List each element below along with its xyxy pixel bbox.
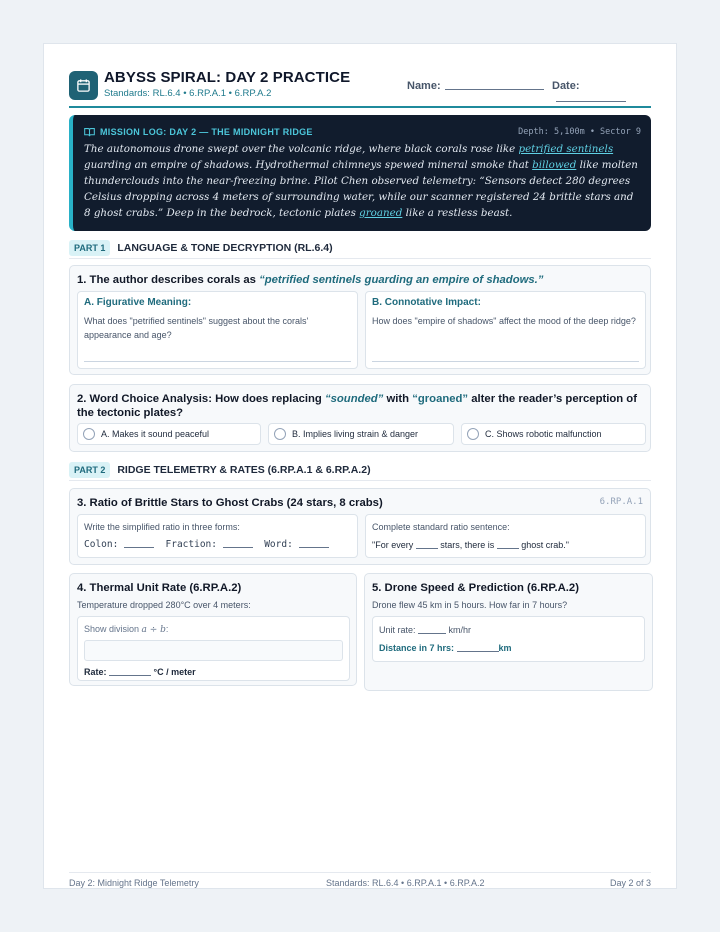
header-divider [69, 106, 651, 108]
unit-rate-label: Unit rate: [379, 625, 416, 635]
footer-center: Standards: RL.6.4 • 6.RP.A.1 • 6.RP.A.2 [326, 878, 485, 888]
q1-part-a[interactable] [77, 291, 358, 369]
question-3-card [69, 488, 651, 565]
answer-line[interactable] [372, 361, 639, 362]
page-title: ABYSS SPIRAL: DAY 2 PRACTICE [104, 69, 351, 86]
q3-ratio-forms [77, 514, 358, 558]
unit-rate-blank[interactable] [418, 633, 446, 634]
question-1-quote: “petrified sentinels guarding an empire of shadows.” [259, 274, 544, 286]
question-1-card [69, 265, 651, 375]
q1-part-b[interactable] [365, 291, 646, 369]
part1-tag: PART 1 [69, 240, 110, 256]
stars-blank[interactable] [416, 548, 438, 549]
rate-unit: °C / meter [153, 667, 196, 677]
header [69, 69, 651, 109]
radio-icon[interactable] [467, 428, 479, 440]
question-4-card [69, 573, 357, 686]
q3-ratio-sentence: Complete standard ratio sentence: "For every stars, there is ghost crab." [365, 514, 646, 558]
footer [69, 872, 651, 888]
question-5-card [364, 573, 653, 691]
rate-label: Rate: [84, 667, 107, 677]
colon-blank[interactable] [124, 547, 154, 548]
date-label: Date: [552, 80, 580, 92]
part1-title: LANGUAGE & TONE DECRYPTION (RL.6.4) [117, 241, 333, 254]
mission-log [69, 115, 651, 231]
fraction-label: Fraction: [165, 539, 217, 550]
unit-rate-unit: km/hr [448, 625, 472, 635]
word-blank[interactable] [299, 547, 329, 548]
q3-right-prompt: Complete standard ratio sentence: [372, 522, 510, 532]
question-4-text: 4. Thermal Unit Rate (6.RP.A.2) [77, 582, 242, 594]
date-field[interactable] [552, 80, 651, 104]
option-a[interactable]: A. Makes it sound peaceful [77, 423, 261, 445]
part2-tag: PART 2 [69, 462, 110, 478]
worksheet-page [43, 43, 677, 889]
name-label: Name: [407, 80, 441, 92]
distance-label: Distance in 7 hrs: [379, 643, 455, 653]
colon-label: Colon: [84, 539, 119, 550]
q1-part-b-prompt: How does "empire of shadows" affect the mood of the deep ridge? [372, 316, 636, 326]
q5-work-area [372, 616, 645, 662]
footer-page-number: Day 2 of 3 [609, 878, 651, 888]
q1-part-a-title: A. Figurative Meaning: [84, 297, 192, 308]
question-2-card [69, 384, 651, 452]
book-icon [84, 127, 95, 137]
calendar-icon [69, 71, 98, 100]
division-input[interactable] [84, 640, 343, 661]
highlight-groaned: groaned [359, 207, 403, 219]
q4-work-area: Show division a ÷ b: Rate: °C / meter [77, 616, 350, 681]
mission-title: MISSION LOG: DAY 2 — THE MIDNIGHT RIDGE [100, 127, 313, 137]
q4-description: Temperature dropped 280°C over 4 meters: [77, 600, 251, 610]
mission-story: The autonomous drone swept over the volcanic ridge, where black corals rose like petrified sentinels guarding an empire of shadows. Hydrothermal chimneys spewed mineral smoke that billowed like molten thunderclouds into the near-freezing brine. Pilot Chen observed telemetry: “Sensors detect 280 degrees Celsius dropping across 4 meters of surrounding water, while our scanner registered 24 brittle stars and 8 ghost crabs.” Deep in the bedrock, tectonic plates groaned like a restless beast. [84, 143, 638, 219]
question-5-text: 5. Drone Speed & Prediction (6.RP.A.2) [372, 582, 579, 594]
radio-icon[interactable] [274, 428, 286, 440]
standard-code: 6.RP.A.1 [599, 497, 643, 507]
footer-left: Day 2: Midnight Ridge Telemetry [69, 878, 199, 888]
distance-unit: km [498, 643, 512, 653]
answer-line[interactable] [84, 361, 351, 362]
question-3-text: 3. Ratio of Brittle Stars to Ghost Crabs (24 stars, 8 crabs) [77, 497, 383, 509]
q1-part-b-title: B. Connotative Impact: [372, 297, 481, 308]
q5-description: Drone flew 45 km in 5 hours. How far in 7 hours? [372, 600, 568, 610]
highlight-billowed: billowed [532, 159, 577, 171]
rate-blank[interactable] [109, 675, 151, 676]
part2-title: RIDGE TELEMETRY & RATES (6.RP.A.1 & 6.RP.A.2) [117, 463, 371, 476]
q1-part-a-prompt: What does "petrified sentinels" suggest about the corals' appearance and age? [84, 316, 309, 340]
question-1-text: 1. The author describes corals as “petrified sentinels guarding an empire of shadows.” [77, 274, 544, 286]
name-field[interactable] [407, 80, 544, 92]
crab-blank[interactable] [497, 548, 519, 549]
fraction-blank[interactable] [223, 547, 253, 548]
radio-icon[interactable] [83, 428, 95, 440]
question-2-text: 2. Word Choice Analysis: How does replacing “sounded” with “groaned” alter the reader’s perception of the tectonic plates? [77, 393, 637, 419]
q3-left-prompt: Write the simplified ratio in three forms: [84, 522, 240, 532]
standards-line: Standards: RL.6.4 • 6.RP.A.1 • 6.RP.A.2 [104, 88, 272, 99]
part2-header [69, 459, 651, 481]
word-label: Word: [264, 539, 293, 550]
distance-blank[interactable] [457, 651, 499, 652]
option-b[interactable]: B. Implies living strain & danger [268, 423, 454, 445]
highlight-petrified-sentinels: petrified sentinels [518, 143, 614, 155]
option-c[interactable]: C. Shows robotic malfunction [461, 423, 646, 445]
part1-header [69, 237, 651, 259]
mission-meta: Depth: 5,100m • Sector 9 [518, 127, 641, 137]
